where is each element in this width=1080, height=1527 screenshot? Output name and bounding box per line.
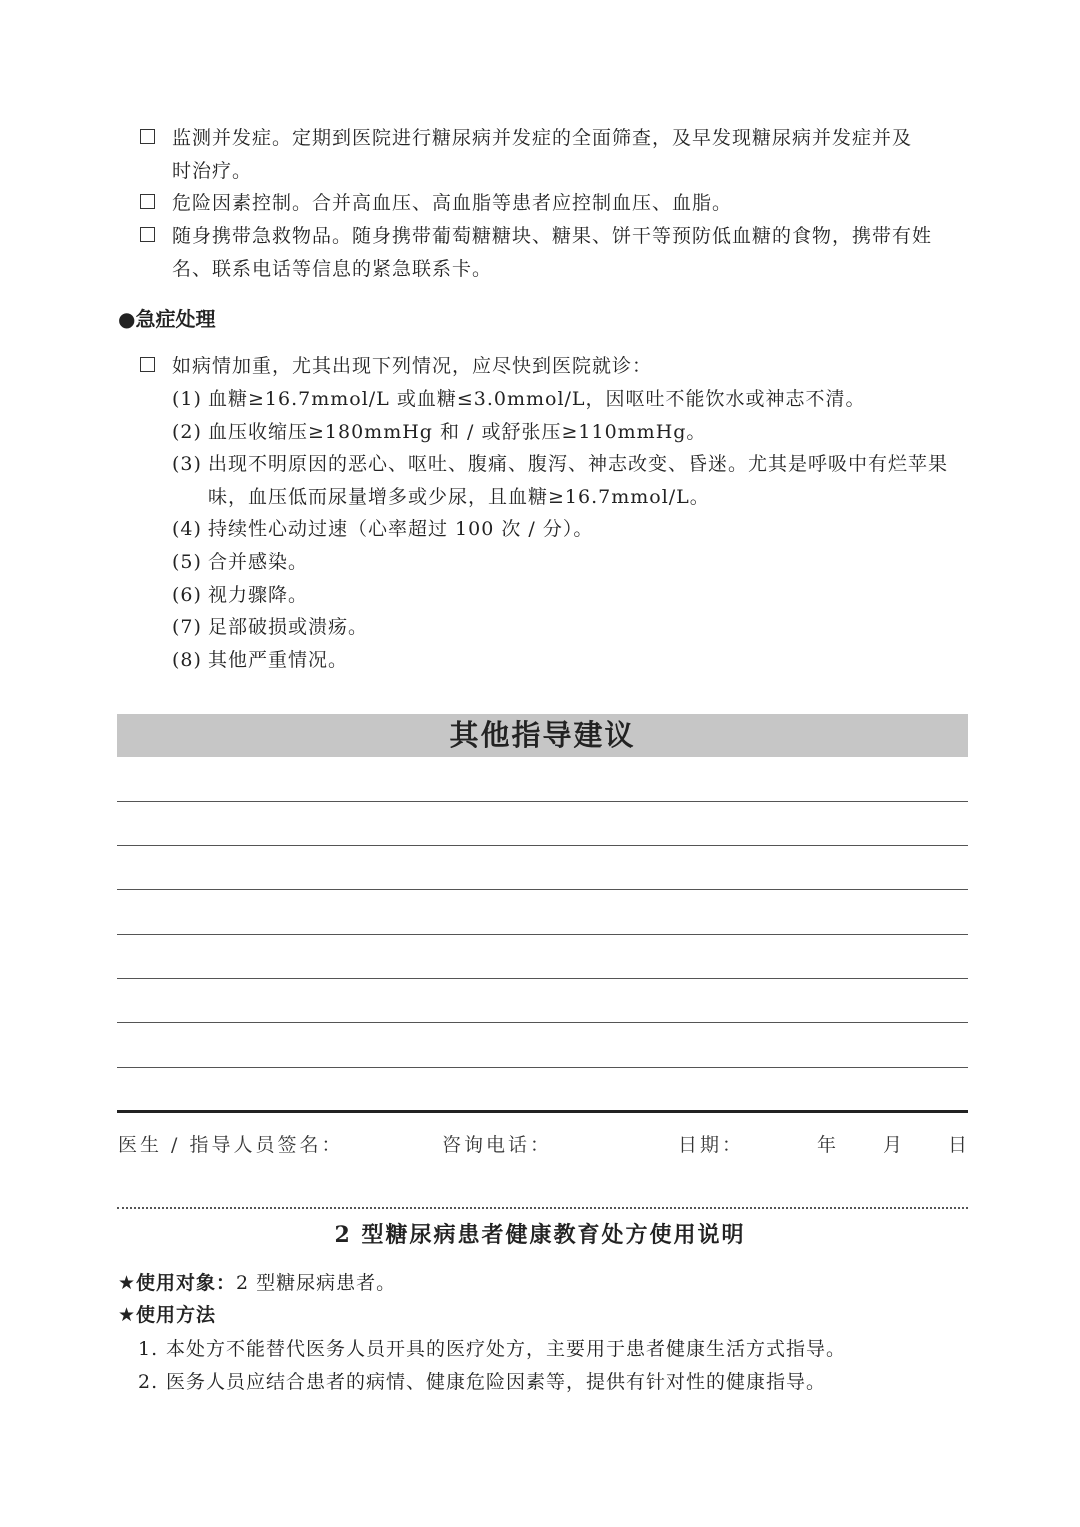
doctor-signature-label: 医生 / 指导人员签名：: [118, 1134, 344, 1156]
date-year-label: 年: [817, 1134, 840, 1156]
emergency-item: [172, 448, 970, 514]
writing-line[interactable]: [117, 934, 968, 935]
emergency-item-text: 足部破损或溃疡。: [208, 616, 369, 638]
instruction-text: 本处方不能替代医务人员开具的医疗处方，主要用于患者健康生活方式指导。: [166, 1338, 847, 1360]
instruction-num: 1.: [138, 1338, 159, 1360]
checklist-item-complications: [140, 122, 970, 188]
checkbox[interactable]: [140, 129, 155, 144]
emergency-item-text: 持续性心动过速（心率超过 100 次 / 分）。: [208, 518, 594, 540]
writing-line[interactable]: [117, 845, 968, 846]
cut-line: [117, 1207, 968, 1209]
emergency-item-num: (5): [172, 551, 202, 573]
emergency-intro-item: [140, 350, 970, 383]
writing-line[interactable]: [117, 801, 968, 802]
usage-target-label: ★使用对象：: [118, 1272, 237, 1294]
emergency-item-text: 血压收缩压≥180mmHg 和 / 或舒张压≥110mmHg。: [208, 421, 707, 443]
emergency-item-text: 合并感染。: [208, 551, 309, 573]
checklist-text: 随身携带急救物品。随身携带葡萄糖糖块、糖果、饼干等预防低血糖的食物，携带有姓: [172, 225, 933, 247]
emergency-item: [172, 611, 970, 644]
instructions-title: 2 型糖尿病患者健康教育处方使用说明: [334, 1222, 746, 1248]
usage-target-line: [118, 1268, 396, 1295]
checkbox[interactable]: [140, 194, 155, 209]
checklist-text: 监测并发症。定期到医院进行糖尿病并发症的全面筛查，及早发现糖尿病并发症并及: [172, 127, 913, 149]
emergency-heading: ●急症处理: [118, 307, 216, 331]
section-divider: [117, 1110, 968, 1113]
emergency-item-text-cont: 味，血压低而尿量增多或少尿，且血糖≥16.7mmol/L。: [208, 486, 710, 508]
checkbox[interactable]: [140, 357, 155, 372]
instruction-item: [138, 1367, 826, 1394]
consult-phone-label: 咨询电话：: [442, 1134, 553, 1156]
emergency-item: [172, 513, 970, 546]
writing-line[interactable]: [117, 978, 968, 979]
checklist-text-cont: 名、联系电话等信息的紧急联系卡。: [172, 258, 493, 280]
usage-method-line: [118, 1300, 216, 1327]
instruction-item: [138, 1334, 846, 1361]
date-label: 日期：: [678, 1134, 745, 1156]
other-advice-banner: [117, 714, 968, 757]
writing-line[interactable]: [117, 1022, 968, 1023]
emergency-item-text: 视力骤降。: [208, 584, 309, 606]
emergency-item-num: (6): [172, 584, 202, 606]
usage-method-label: ★使用方法: [118, 1304, 217, 1326]
emergency-item: [172, 644, 970, 677]
emergency-item-num: (8): [172, 649, 202, 671]
emergency-item: [172, 546, 970, 579]
other-advice-title: 其他指导建议: [449, 718, 636, 752]
emergency-item-num: (1): [172, 388, 202, 410]
emergency-item-text: 血糖≥16.7mmol/L 或血糖≤3.0mmol/L，因呕吐不能饮水或神志不清。: [208, 388, 866, 410]
writing-line[interactable]: [117, 889, 968, 890]
emergency-item: [172, 579, 970, 612]
emergency-item-text: 出现不明原因的恶心、呕吐、腹痛、腹泻、神志改变、昏迷。尤其是呼吸中有烂苹果: [208, 453, 949, 475]
emergency-item-num: (3): [172, 453, 202, 475]
checklist-text-cont: 时治疗。: [172, 160, 253, 182]
emergency-item-text: 其他严重情况。: [208, 649, 349, 671]
emergency-item-num: (7): [172, 616, 202, 638]
emergency-item-num: (2): [172, 421, 202, 443]
checkbox[interactable]: [140, 227, 155, 242]
date-month-label: 月: [883, 1134, 906, 1156]
checklist-text: 危险因素控制。合并高血压、高血脂等患者应控制血压、血脂。: [172, 192, 733, 214]
instruction-num: 2.: [138, 1371, 159, 1393]
date-day-label: 日: [948, 1134, 971, 1156]
instruction-text: 医务人员应结合患者的病情、健康危险因素等，提供有针对性的健康指导。: [166, 1371, 827, 1393]
checklist-item-emergency-kit: [140, 220, 970, 286]
usage-target-value: 2 型糖尿病患者。: [236, 1272, 397, 1294]
checklist-item-risk-factors: [140, 187, 970, 220]
emergency-item-num: (4): [172, 518, 202, 540]
writing-line[interactable]: [117, 1067, 968, 1068]
emergency-item: [172, 416, 970, 449]
emergency-intro-text: 如病情加重，尤其出现下列情况，应尽快到医院就诊：: [172, 355, 653, 377]
emergency-item: [172, 383, 970, 416]
